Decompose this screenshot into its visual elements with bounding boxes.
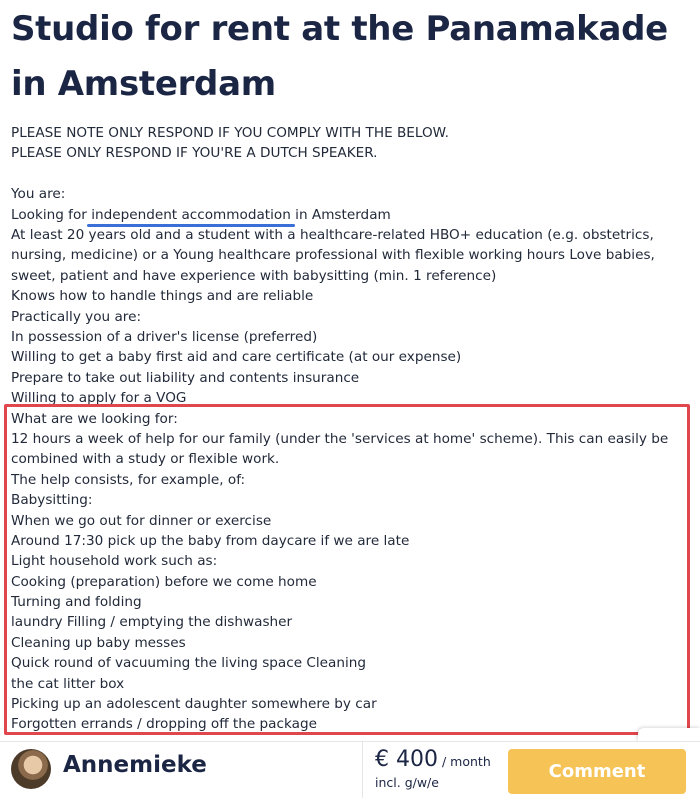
highlighted-line: Cooking (preparation) before we come home [11, 573, 317, 590]
highlighted-line: Picking up an adolescent daughter somewhere by car [11, 696, 377, 713]
highlighted-line: What are we looking for: [11, 410, 178, 427]
highlighted-line: Turning and folding [11, 594, 142, 611]
listing-title: Studio for rent at the Panamakade in Amsterdam [11, 9, 668, 104]
accommodation-link[interactable]: independent accommodation [91, 206, 291, 223]
looking-for-line [11, 205, 691, 225]
highlighted-line: Forgotten errands / dropping off the package [11, 716, 317, 733]
contact-footer-bar [0, 741, 700, 798]
recaptcha-badge-edge [638, 728, 700, 742]
highlighted-line: Cleaning up baby messes [11, 634, 186, 651]
highlighted-line: The help consists, for example, of: [11, 471, 246, 488]
highlighted-line: laundry Filling / emptying the dishwasher [11, 614, 293, 631]
owner-name[interactable]: Annemieke [63, 752, 207, 778]
requirement-line: Willing to get a baby first aid and care certificate (at our expense) [11, 349, 462, 366]
looking-prefix: Looking for [11, 206, 92, 223]
blank-line [11, 164, 691, 184]
you-are-heading: You are: [11, 186, 66, 203]
highlighted-line: 12 hours a week of help for our family (under the 'services at home' scheme). This can easily be combined with a study or flexible work. [11, 430, 669, 468]
requirement-line: Knows how to handle things and are reliable [11, 288, 314, 305]
avatar[interactable] [11, 749, 51, 789]
highlighted-line: the cat litter box [11, 675, 125, 692]
looking-suffix: in Amsterdam [290, 206, 391, 223]
requirement-line: In possession of a driver's license (preferred) [11, 328, 318, 345]
requirement-line: Willing to apply for a VOG [11, 390, 187, 407]
price-note: incl. g/w/e [375, 775, 439, 790]
price [375, 747, 491, 772]
requirement-line: At least 20 years old and a student with a healthcare-related HBO+ education (e.g. obstetrics, nursing, medicine) or a Young healthcare professional with flexible working hours Love babies, sweet, patient and have experience with babysitting (min. 1 reference) [11, 226, 655, 284]
highlighted-line: Light household work such as: [11, 553, 218, 570]
notice-line: PLEASE ONLY RESPOND IF YOU'RE A DUTCH SPEAKER. [11, 145, 378, 162]
notice-line: PLEASE NOTE ONLY RESPOND IF YOU COMPLY WITH THE BELOW. [11, 125, 449, 141]
price-amount: € 400 [375, 747, 438, 772]
requirement-line: Practically you are: [11, 308, 142, 325]
footer-divider [362, 742, 363, 798]
highlighted-line: Around 17:30 pick up the baby from daycare if we are late [11, 532, 410, 549]
highlighted-line: When we go out for dinner or exercise [11, 512, 272, 529]
highlighted-line: Babysitting: [11, 492, 93, 509]
price-period: / month [441, 754, 491, 769]
requirement-line: Prepare to take out liability and contents insurance [11, 369, 360, 386]
comment-button[interactable]: Comment [508, 749, 686, 794]
listing-description [11, 123, 691, 735]
highlighted-line: Quick round of vacuuming the living space Cleaning [11, 655, 367, 672]
